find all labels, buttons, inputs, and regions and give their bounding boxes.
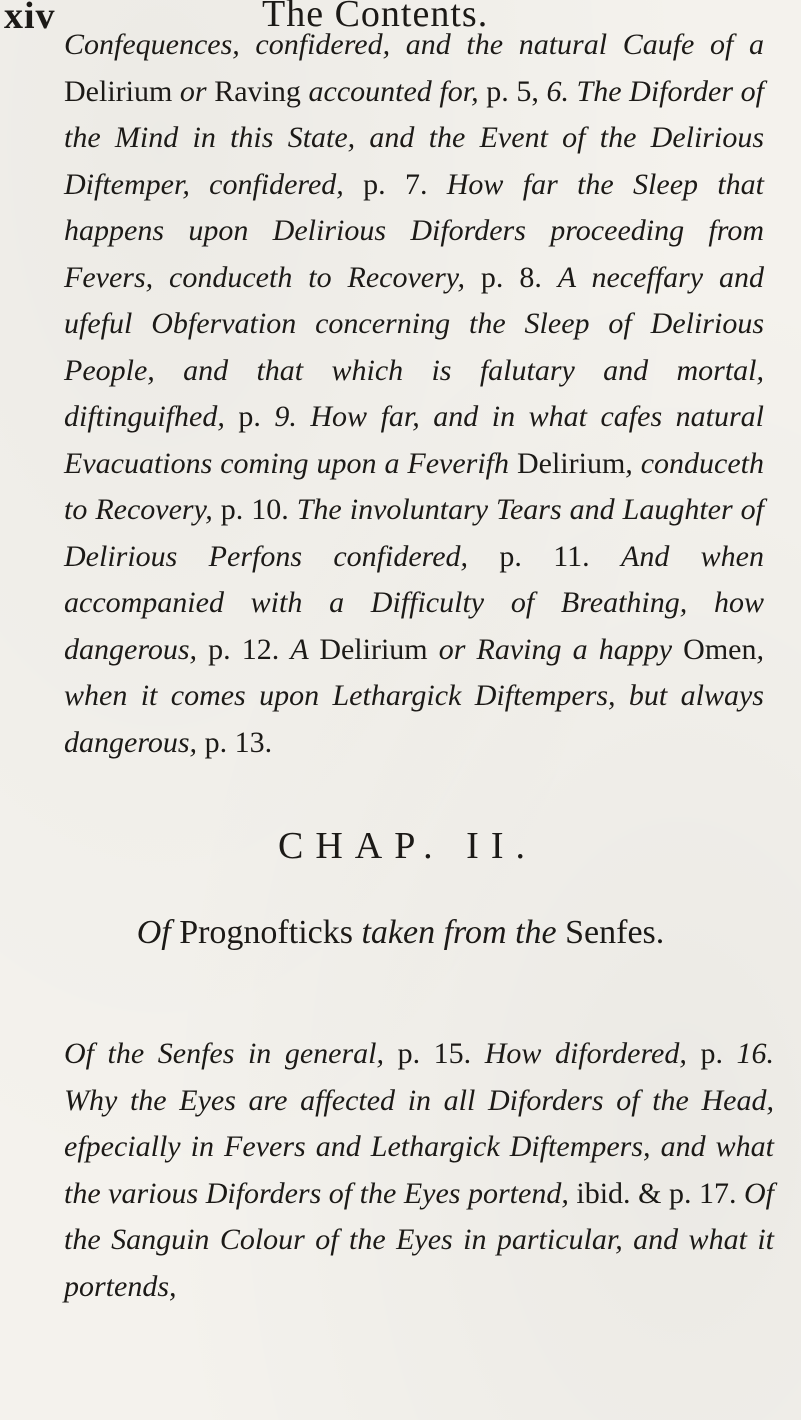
italic-text-run: , when it comes upon Lethargick Diftempers, but always dangerous, — [64, 632, 764, 759]
contents-paragraph-chapter-2 — [64, 1031, 774, 1310]
italic-text-run: A neceffary and ufeful Obfervation concerning the Sleep of Delirious People, and that which is falutary and mortal, diftinguifhed, — [64, 260, 764, 433]
italic-text-run: 6. The Diforder of the Mind in this State, and the Event of the Delirious Diftemper, confidered, — [64, 74, 764, 201]
roman-text-run: ibid. & p. 17. — [576, 1176, 744, 1210]
italic-text-run: And when accompanied with a Difficulty of Breathing, how dangerous, — [64, 539, 765, 666]
italic-text-run: A — [290, 632, 320, 666]
italic-text-run: The involuntary Tears and Laughter of Delirious Perfons confidered, — [64, 493, 764, 573]
italic-text-run: Of the Senfes in general, — [64, 1037, 398, 1070]
roman-text-run: p. — [238, 400, 275, 433]
roman-text-run: Delirium — [319, 632, 428, 666]
roman-text-run: p. 5, — [486, 74, 547, 108]
contents-paragraph-chapter-1 — [64, 22, 764, 766]
italic-text-run: taken from the — [361, 914, 566, 951]
running-head-title: The Contents. — [262, 0, 489, 35]
italic-text-run: Of the Sanguin Colour of the Eyes in particular, and what it portends, — [64, 1176, 774, 1303]
roman-text-run: Raving — [214, 74, 301, 108]
roman-text-run: p. 15. — [397, 1037, 485, 1070]
roman-text-run: Omen — [683, 632, 757, 666]
roman-text-run: p. 13. — [204, 725, 273, 759]
roman-text-run: p. 11. — [499, 539, 621, 573]
roman-text-run: Delirium — [64, 74, 173, 108]
roman-text-run: p. 7. — [363, 167, 447, 201]
chapter-heading: CHAP. II. — [278, 825, 537, 867]
italic-text-run: How difordered, — [484, 1037, 701, 1070]
italic-text-run: or Raving a happy — [427, 632, 684, 666]
page-number: xiv — [4, 0, 56, 37]
italic-text-run: 9. How far, and in what cafes natural Evacuations coming upon a Feverifh — [64, 400, 764, 480]
italic-text-run: , conduceth to Recovery, — [64, 446, 765, 526]
italic-text-run: accounted for, — [300, 74, 487, 108]
italic-text-run: 16. Why the Eyes are affected in all Diforders of the Head, efpecially in Fevers and Lethargick Diftempers, and what the various Diforders of the Eyes portend, — [64, 1037, 774, 1210]
roman-text-run: p. 10. — [220, 493, 297, 526]
italic-text-run: How far the Sleep that happens upon Delirious Diforders proceeding from Fevers, conduceth to Recovery, — [64, 167, 764, 294]
roman-text-run: p. — [700, 1037, 737, 1070]
chapter-subtitle — [0, 914, 801, 952]
italic-text-run: Of — [136, 914, 180, 951]
roman-text-run: Prognofticks — [179, 914, 362, 951]
roman-text-run: Delirium — [516, 446, 626, 480]
italic-text-run: or — [172, 74, 215, 108]
roman-text-run: p. 12. — [208, 632, 291, 666]
roman-text-run: p. 8. — [480, 260, 558, 294]
roman-text-run: Senfes. — [565, 914, 665, 951]
italic-text-run: Confequences, confidered, and the natural Caufe of a — [64, 28, 764, 61]
